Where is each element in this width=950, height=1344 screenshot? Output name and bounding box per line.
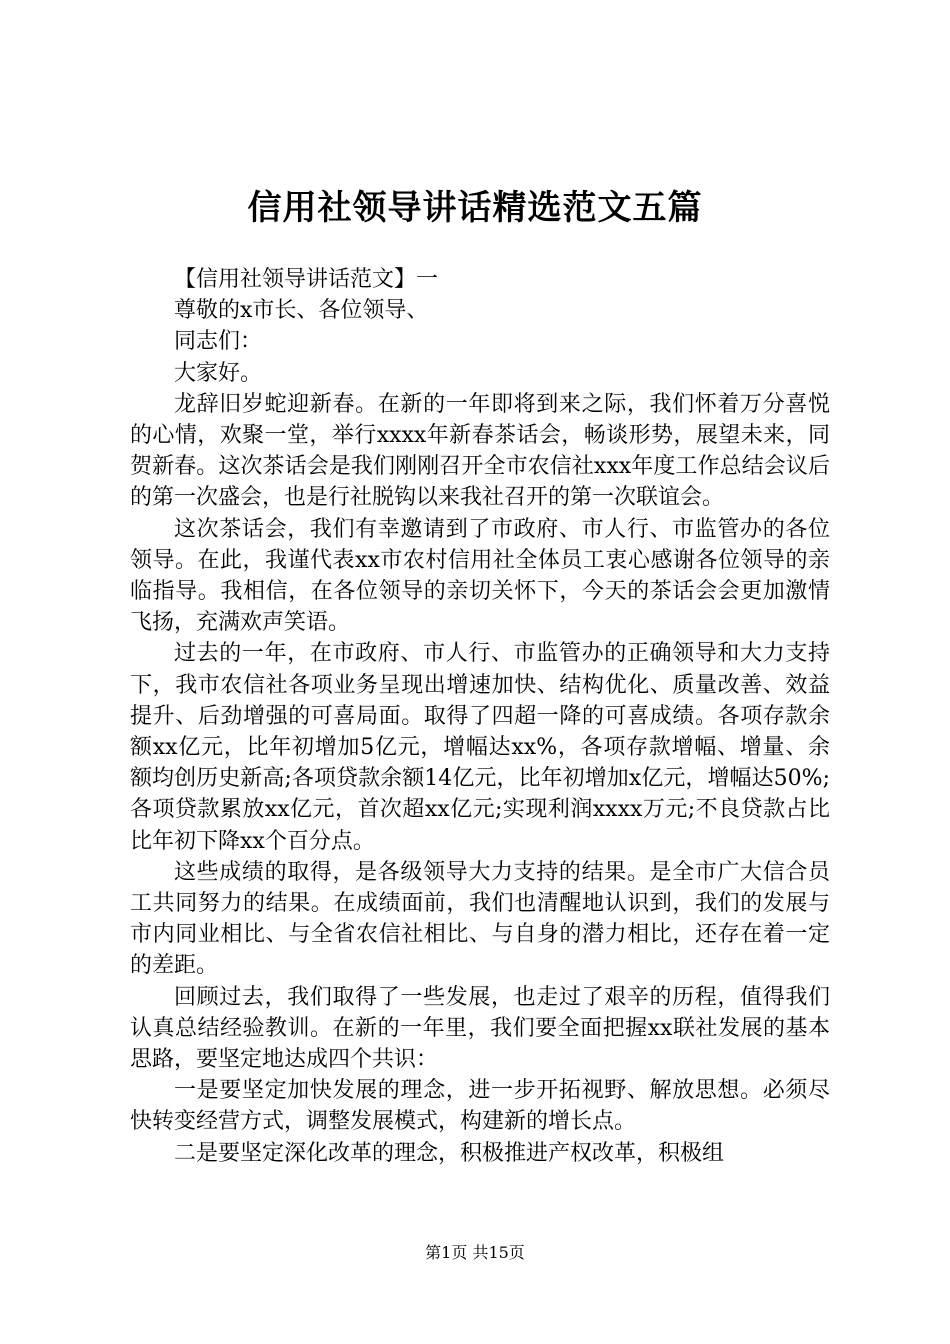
paragraph-body: 这次茶话会，我们有幸邀请到了市政府、市人行、市监管办的各位领导。在此，我谨代表xx市农村信用社全体员工衷心感谢各位领导的亲临指导。我相信，在各位领导的亲切关怀下，今天的茶话会会更加激情飞扬，充满欢声笑语。	[130, 516, 830, 636]
document-body	[130, 264, 830, 1169]
paragraph-body: 一是要坚定加快发展的理念，进一步开拓视野、解放思想。必须尽快转变经营方式，调整发展模式，构建新的增长点。	[130, 1078, 830, 1135]
paragraph-body: 二是要坚定深化改革的理念，积极推进产权改革，积极组	[174, 1140, 725, 1166]
paragraph-body: 龙辞旧岁蛇迎新春。在新的一年即将到来之际，我们怀着万分喜悦的心情，欢聚一堂，举行xxxx年新春茶话会，畅谈形势，展望未来，同贺新春。这次茶话会是我们刚刚召开全市农信社xxx年度工作总结会议后的第一次盛会，也是行社脱钩以来我社召开的第一次联谊会。	[130, 391, 830, 511]
paragraph-greeting: 大家好。	[174, 360, 263, 386]
paragraph-body: 过去的一年，在市政府、市人行、市监管办的正确领导和大力支持下，我市农信社各项业务呈现出增速加快、结构优化、质量改善、效益提升、后劲增强的可喜局面。取得了四超一降的可喜成绩。各项存款余额xx亿元，比年初增加5亿元，增幅达xx%，各项存款增幅、增量、余额均创历史新高;各项贷款余额14亿元，比年初增加x亿元，增幅达50%;各项贷款累放xx亿元，首次超xx亿元;实现利润xxxx万元;不良贷款占比比年初下降xx个百分点。	[130, 641, 830, 854]
paragraph-heading: 【信用社领导讲话范文】一	[174, 267, 439, 292]
paragraph-comrades: 同志们：	[174, 329, 263, 355]
page-footer: 第1页 共15页	[425, 1243, 525, 1262]
paragraph-salutation: 尊敬的x市长、各位领导、	[174, 298, 429, 324]
paragraph-body: 这些成绩的取得，是各级领导大力支持的结果。是全市广大信合员工共同努力的结果。在成绩面前，我们也清醒地认识到，我们的发展与市内同业相比、与全省农信社相比、与自身的潜力相比，还存在着一定的差距。	[130, 859, 830, 979]
document-title: 信用社领导讲话精选范文五篇	[247, 188, 703, 228]
paragraph-body: 回顾过去，我们取得了一些发展，也走过了艰辛的历程，值得我们认真总结经验教训。在新的一年里，我们要全面把握xx联社发展的基本思路，要坚定地达成四个共识：	[130, 984, 830, 1073]
